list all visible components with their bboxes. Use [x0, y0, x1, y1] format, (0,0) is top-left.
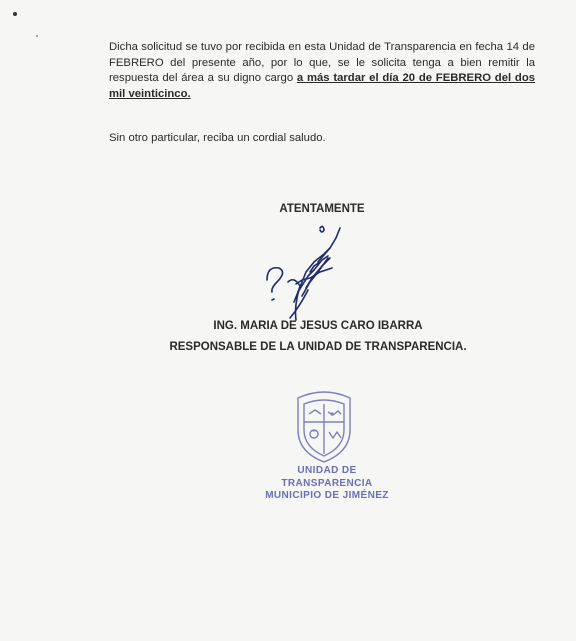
- stamp-line-3: MUNICIPIO DE JIMÉNEZ: [265, 490, 389, 501]
- greeting-paragraph: Sin otro particular, reciba un cordial saludo.: [109, 132, 326, 144]
- request-paragraph: [109, 40, 535, 102]
- stamp-line-2: TRANSPARENCIA: [281, 477, 373, 489]
- stamp-line-1: UNIDAD DE: [297, 465, 357, 476]
- scan-speck: [36, 35, 38, 37]
- handwritten-signature: [250, 222, 360, 327]
- signer-name: ING. MARIA DE JESUS CARO IBARRA: [213, 320, 423, 332]
- request-text: Dicha solicitud se tuvo por recibida en esta Unidad de Transparencia en fecha 14 de FEBRERO del presente año, por lo que, se le solicita tenga a bien remitir la respuesta del área a su digno cargo: [109, 41, 535, 84]
- municipal-seal: [292, 388, 356, 464]
- scan-mark: [13, 12, 17, 16]
- department-stamp: [252, 465, 402, 503]
- deadline-text: a más tardar el día 20 de FEBRERO del dos mil veinticinco.: [109, 72, 535, 100]
- signer-title: RESPONSABLE DE LA UNIDAD DE TRANSPARENCIA.: [169, 341, 467, 353]
- closing-text: ATENTAMENTE: [279, 203, 365, 215]
